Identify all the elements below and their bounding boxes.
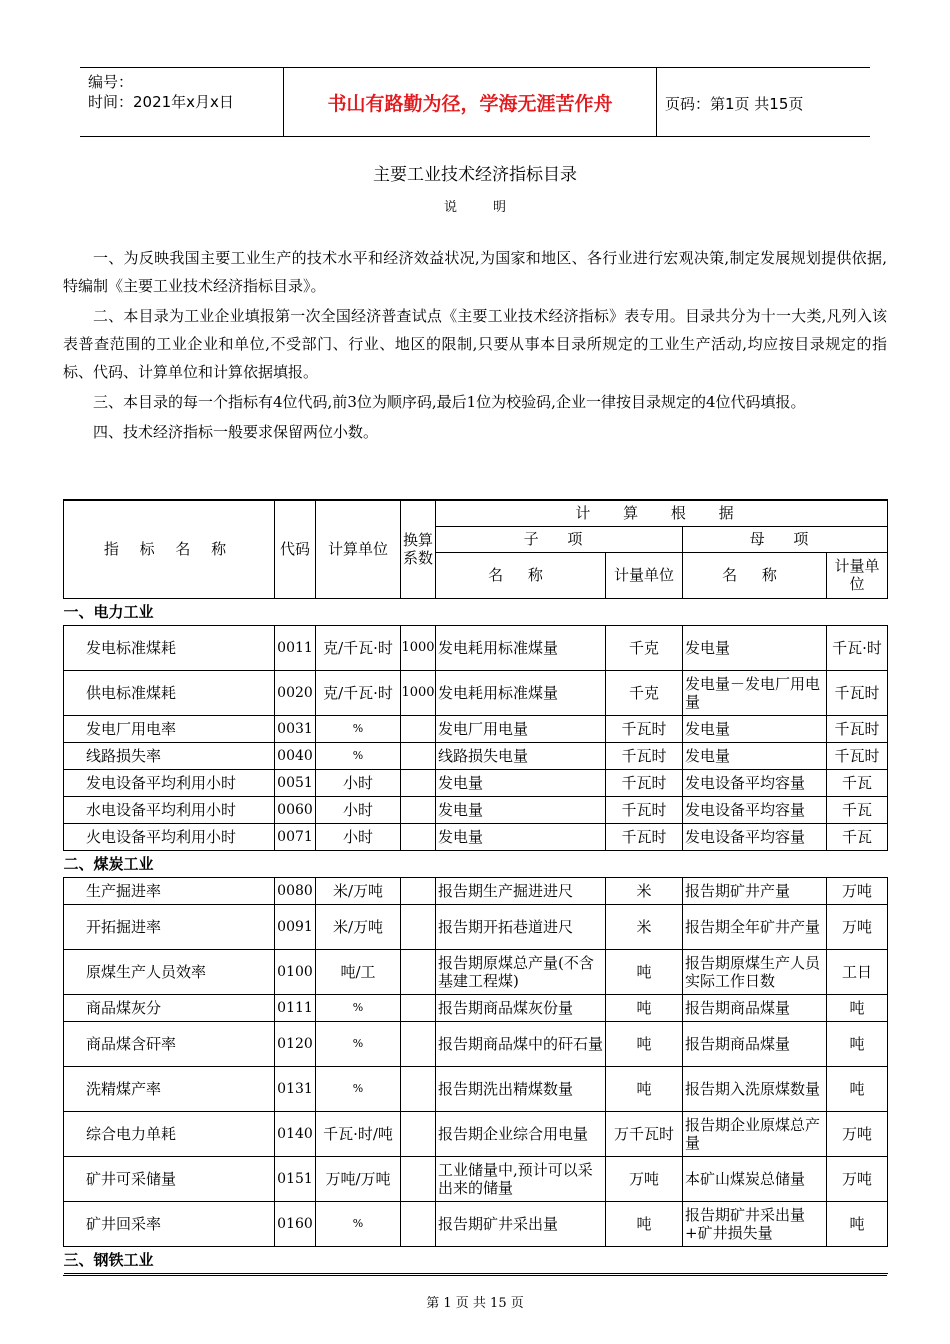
conversion-factor (401, 715, 436, 742)
intro-paragraph: 二、本目录为工业企业填报第一次全国经济普查试点《主要工业技术经济指标》表专用。目录共分为十一大类,凡列入该表普查范围的工业企业和单位,不受部门、行业、地区的限制,只要从事本目录所规定的工业生产活动,均应按目录规定的指标、代码、计算单位和计算依据填报。 (63, 307, 887, 381)
indicator-name: 供电标准煤耗 (64, 670, 275, 715)
col-header-factor: 换算系数 (401, 500, 436, 598)
page-number-info: 页码：第1页 共15页 (665, 95, 804, 113)
indicator-name: 商品煤含矸率 (64, 1021, 275, 1066)
indicator-name: 生产掘进率 (64, 877, 275, 904)
denominator-name: 报告期全年矿井产量 (683, 904, 827, 949)
section-row (64, 598, 888, 625)
indicator-code: 0091 (275, 904, 316, 949)
indicator-unit: 万吨/万吨 (316, 1156, 401, 1201)
indicator-code: 0111 (275, 994, 316, 1021)
numerator-unit: 千瓦时 (606, 769, 683, 796)
document-header (80, 67, 870, 137)
indicator-unit: % (316, 1066, 401, 1111)
table-row (64, 1021, 888, 1066)
indicator-code: 0040 (275, 742, 316, 769)
indicator-code: 0140 (275, 1111, 316, 1156)
table-row (64, 715, 888, 742)
indicator-unit: % (316, 715, 401, 742)
denominator-unit: 千瓦 (827, 823, 888, 850)
conversion-factor (401, 742, 436, 769)
conversion-factor (401, 994, 436, 1021)
table-row (64, 1111, 888, 1156)
page-title: 主要工业技术经济指标目录 (373, 165, 577, 185)
denominator-unit: 千瓦时 (827, 742, 888, 769)
denominator-name: 报告期矿井采出量+矿井损失量 (683, 1201, 827, 1246)
conversion-factor: 1000 (401, 670, 436, 715)
table-row (64, 670, 888, 715)
table-row (64, 742, 888, 769)
denominator-unit: 工日 (827, 949, 888, 994)
denominator-name: 报告期企业原煤总产量 (683, 1111, 827, 1156)
numerator-name: 报告期商品煤灰份量 (436, 994, 606, 1021)
table-row (64, 769, 888, 796)
intro-paragraph: 一、为反映我国主要工业生产的技术水平和经济效益状况,为国家和地区、各行业进行宏观决策,制定发展规划提供依据,特编制《主要工业技术经济指标目录》。 (63, 249, 887, 295)
page-footer: 第 1 页 共 15 页 (426, 1296, 524, 1311)
indicator-code: 0160 (275, 1201, 316, 1246)
conversion-factor (401, 877, 436, 904)
numerator-unit: 吨 (606, 994, 683, 1021)
conversion-factor (401, 1021, 436, 1066)
header-motto: 书山有路勤为径，学海无涯苦作舟 (327, 92, 613, 115)
numerator-unit: 米 (606, 904, 683, 949)
section-title: 三、钢铁工业 (64, 1246, 888, 1273)
conversion-factor (401, 796, 436, 823)
document-date: 时间：2021年x月x日 (88, 93, 234, 111)
indicator-code: 0071 (275, 823, 316, 850)
indicator-name: 综合电力单耗 (64, 1111, 275, 1156)
indicator-table (63, 499, 888, 1274)
numerator-unit: 米 (606, 877, 683, 904)
denominator-unit: 千瓦 (827, 769, 888, 796)
indicator-name: 原煤生产人员效率 (64, 949, 275, 994)
section-title: 二、煤炭工业 (64, 850, 888, 877)
numerator-name: 报告期企业综合用电量 (436, 1111, 606, 1156)
numerator-name: 报告期开拓巷道进尺 (436, 904, 606, 949)
numerator-unit: 千克 (606, 625, 683, 670)
numerator-name: 发电厂用电量 (436, 715, 606, 742)
table-row (64, 1066, 888, 1111)
denominator-unit: 吨 (827, 1201, 888, 1246)
indicator-unit: 小时 (316, 823, 401, 850)
col-header-code: 代码 (275, 500, 316, 598)
numerator-name: 线路损失电量 (436, 742, 606, 769)
col-header-name: 指 标 名 称 (64, 500, 275, 598)
col-header-denominator: 母 项 (683, 526, 888, 552)
numerator-unit: 千瓦时 (606, 715, 683, 742)
indicator-name: 矿井回采率 (64, 1201, 275, 1246)
indicator-unit: 米/万吨 (316, 877, 401, 904)
indicator-unit: 米/万吨 (316, 904, 401, 949)
table-row (64, 949, 888, 994)
col-header-numerator: 子 项 (436, 526, 683, 552)
page-subtitle: 说明 (443, 200, 542, 215)
indicator-unit: 吨/工 (316, 949, 401, 994)
indicator-name: 矿井可采储量 (64, 1156, 275, 1201)
denominator-unit: 千瓦·时 (827, 625, 888, 670)
document-number-label: 编号： (88, 73, 134, 91)
denominator-unit: 吨 (827, 1021, 888, 1066)
indicator-unit: 小时 (316, 796, 401, 823)
section-row (64, 850, 888, 877)
indicator-name: 发电标准煤耗 (64, 625, 275, 670)
numerator-name: 发电耗用标准煤量 (436, 625, 606, 670)
indicator-name: 发电厂用电率 (64, 715, 275, 742)
numerator-unit: 千瓦时 (606, 823, 683, 850)
col-header-num-unit: 计量单位 (606, 552, 683, 598)
table-header-row (64, 500, 888, 526)
indicator-name: 开拓掘进率 (64, 904, 275, 949)
denominator-name: 发电量 (683, 625, 827, 670)
indicator-code: 0031 (275, 715, 316, 742)
table-row (64, 1156, 888, 1201)
numerator-unit: 万吨 (606, 1156, 683, 1201)
col-header-unit: 计算单位 (316, 500, 401, 598)
numerator-unit: 吨 (606, 1021, 683, 1066)
table-row (64, 823, 888, 850)
denominator-name: 报告期原煤生产人员实际工作日数 (683, 949, 827, 994)
indicator-unit: 小时 (316, 769, 401, 796)
indicator-code: 0080 (275, 877, 316, 904)
denominator-name: 发电设备平均容量 (683, 823, 827, 850)
denominator-unit: 吨 (827, 1066, 888, 1111)
denominator-name: 报告期入洗原煤数量 (683, 1066, 827, 1111)
conversion-factor (401, 1111, 436, 1156)
denominator-unit: 万吨 (827, 1156, 888, 1201)
denominator-name: 发电设备平均容量 (683, 769, 827, 796)
indicator-code: 0051 (275, 769, 316, 796)
indicator-code: 0120 (275, 1021, 316, 1066)
indicator-name: 洗精煤产率 (64, 1066, 275, 1111)
numerator-unit: 吨 (606, 1201, 683, 1246)
col-header-den-unit: 计量单位 (827, 552, 888, 598)
numerator-name: 报告期商品煤中的矸石量 (436, 1021, 606, 1066)
indicator-code: 0131 (275, 1066, 316, 1111)
indicator-unit: % (316, 994, 401, 1021)
col-header-num-name: 名 称 (436, 552, 606, 598)
numerator-name: 工业储量中,预计可以采出来的储量 (436, 1156, 606, 1201)
col-header-den-name: 名 称 (683, 552, 827, 598)
numerator-unit: 吨 (606, 1066, 683, 1111)
table-row (64, 904, 888, 949)
denominator-unit: 万吨 (827, 904, 888, 949)
numerator-name: 发电量 (436, 796, 606, 823)
conversion-factor (401, 769, 436, 796)
denominator-unit: 吨 (827, 994, 888, 1021)
indicator-code: 0151 (275, 1156, 316, 1201)
indicator-unit: % (316, 742, 401, 769)
header-divider (656, 68, 657, 136)
section-row (64, 1246, 888, 1273)
numerator-unit: 吨 (606, 949, 683, 994)
table-row (64, 877, 888, 904)
numerator-name: 发电量 (436, 823, 606, 850)
conversion-factor (401, 823, 436, 850)
numerator-name: 报告期洗出精煤数量 (436, 1066, 606, 1111)
indicator-name: 水电设备平均利用小时 (64, 796, 275, 823)
table-row (64, 1201, 888, 1246)
numerator-unit: 千瓦时 (606, 742, 683, 769)
numerator-unit: 千克 (606, 670, 683, 715)
table-row (64, 994, 888, 1021)
denominator-name: 报告期矿井产量 (683, 877, 827, 904)
indicator-name: 商品煤灰分 (64, 994, 275, 1021)
section-title: 一、电力工业 (64, 598, 888, 625)
conversion-factor: 1000 (401, 625, 436, 670)
indicator-unit: % (316, 1201, 401, 1246)
denominator-name: 报告期商品煤量 (683, 1021, 827, 1066)
table-bottom-rule (63, 1275, 887, 1276)
numerator-unit: 万千瓦时 (606, 1111, 683, 1156)
denominator-unit: 千瓦时 (827, 670, 888, 715)
denominator-unit: 千瓦 (827, 796, 888, 823)
indicator-code: 0060 (275, 796, 316, 823)
indicator-unit: % (316, 1021, 401, 1066)
indicator-name: 火电设备平均利用小时 (64, 823, 275, 850)
indicator-code: 0020 (275, 670, 316, 715)
denominator-name: 报告期商品煤量 (683, 994, 827, 1021)
col-header-basis: 计 算 根 据 (436, 500, 888, 526)
conversion-factor (401, 1156, 436, 1201)
denominator-name: 发电量 (683, 742, 827, 769)
intro-paragraph: 三、本目录的每一个指标有4位代码,前3位为顺序码,最后1位为校验码,企业一律按目录规定的4位代码填报。 (93, 393, 806, 411)
denominator-name: 本矿山煤炭总储量 (683, 1156, 827, 1201)
indicator-code: 0100 (275, 949, 316, 994)
denominator-name: 发电设备平均容量 (683, 796, 827, 823)
numerator-name: 发电量 (436, 769, 606, 796)
conversion-factor (401, 1201, 436, 1246)
conversion-factor (401, 1066, 436, 1111)
indicator-name: 线路损失率 (64, 742, 275, 769)
numerator-name: 报告期生产掘进进尺 (436, 877, 606, 904)
indicator-unit: 千瓦·时/吨 (316, 1111, 401, 1156)
denominator-unit: 千瓦时 (827, 715, 888, 742)
numerator-unit: 千瓦时 (606, 796, 683, 823)
denominator-name: 发电量－发电厂用电量 (683, 670, 827, 715)
indicator-unit: 克/千瓦·时 (316, 625, 401, 670)
intro-text (63, 244, 887, 448)
conversion-factor (401, 949, 436, 994)
denominator-unit: 万吨 (827, 1111, 888, 1156)
indicator-unit: 克/千瓦·时 (316, 670, 401, 715)
numerator-name: 发电耗用标准煤量 (436, 670, 606, 715)
table-row (64, 796, 888, 823)
conversion-factor (401, 904, 436, 949)
intro-paragraph: 四、技术经济指标一般要求保留两位小数。 (93, 423, 379, 441)
indicator-code: 0011 (275, 625, 316, 670)
header-meta (88, 72, 234, 112)
numerator-name: 报告期原煤总产量(不含基建工程煤) (436, 949, 606, 994)
indicator-name: 发电设备平均利用小时 (64, 769, 275, 796)
table-row (64, 625, 888, 670)
numerator-name: 报告期矿井采出量 (436, 1201, 606, 1246)
denominator-name: 发电量 (683, 715, 827, 742)
denominator-unit: 万吨 (827, 877, 888, 904)
